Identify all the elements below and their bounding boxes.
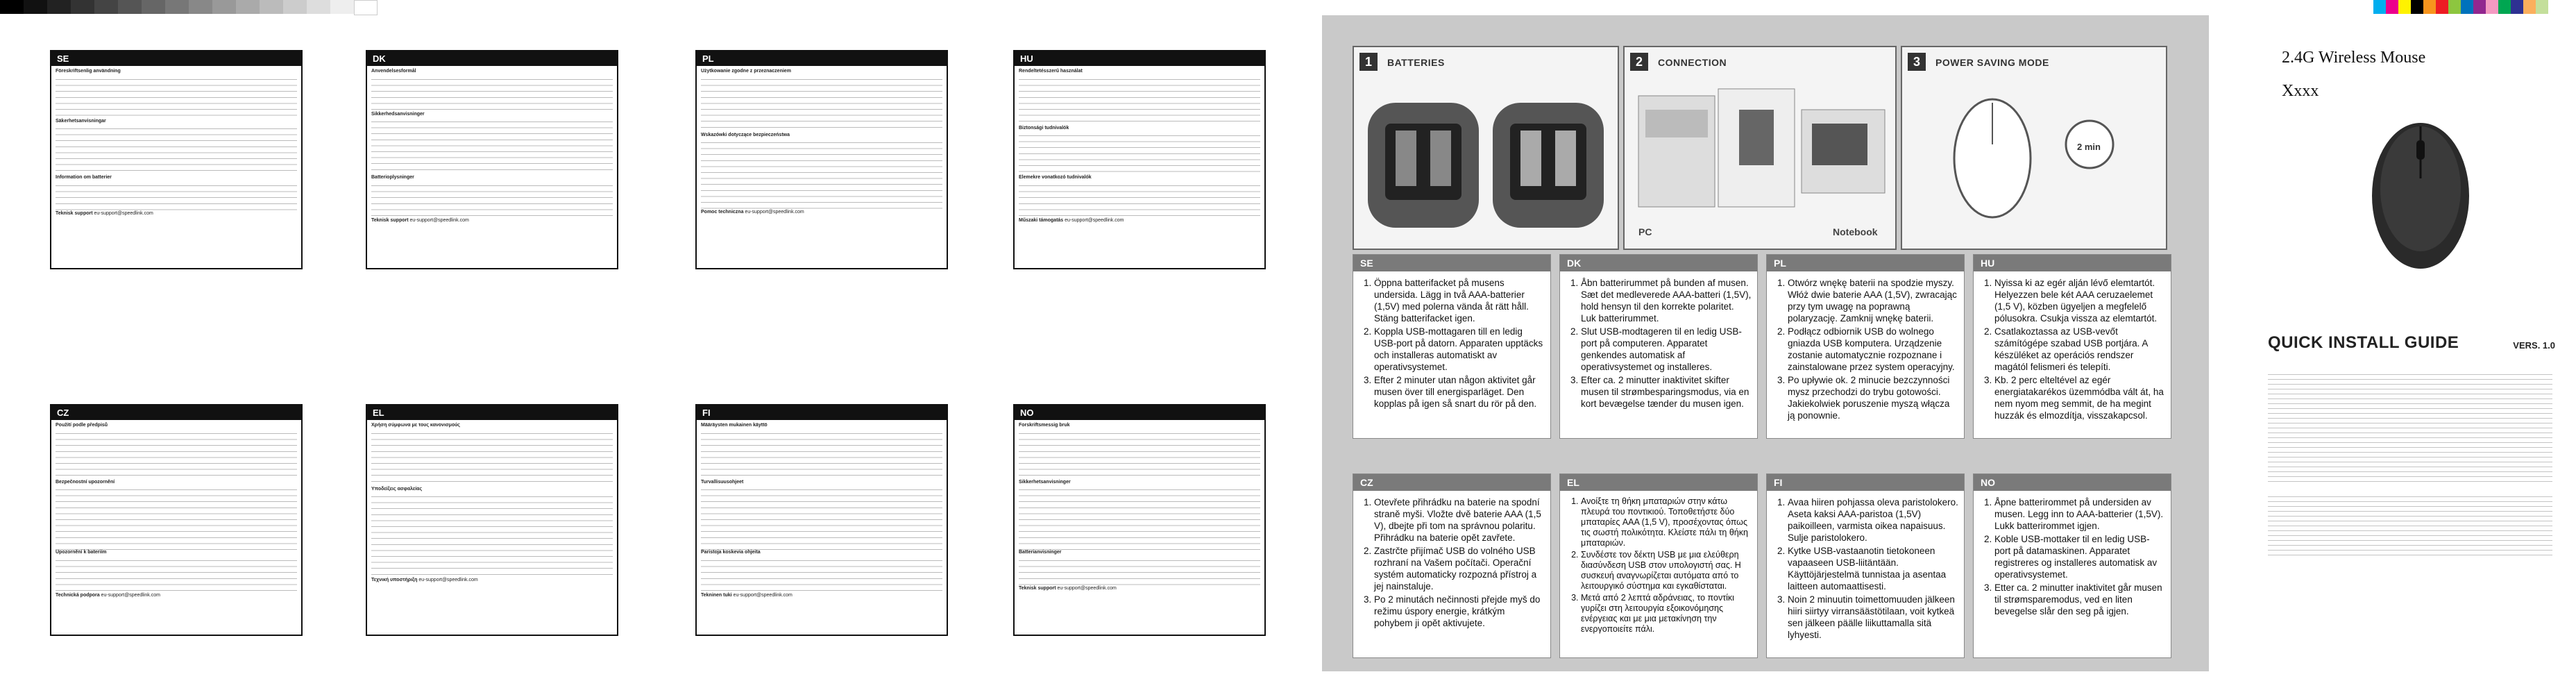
section-language-code: FI — [697, 405, 947, 420]
step-item: 1. Åpne batterirommet på undersiden av musen. Legg inn to AAA-batterier (1,5V). Lukk batterirommet igjen. — [1994, 496, 2165, 532]
instructions-panel — [1322, 15, 2209, 671]
guide-title: QUICK INSTALL GUIDE — [2268, 333, 2459, 352]
step-item: 3. Etter ca. 2 minutter inaktivitet går musen til strømsparemodus, ved en liten bevegelse slår den seg på igjen. — [1994, 582, 2165, 617]
support-email: eu-support@speedlink.com — [733, 592, 793, 598]
step-item: 1. Öppna batterifacket på musens undersida. Lägg in två AAA-batterier (1,5V) med polerna vända åt rätt håll. Stäng batterifacket igen. — [1374, 277, 1545, 324]
section-heading: Sikkerhetsanvisninger — [1019, 479, 1071, 485]
picture-number: 1 — [1359, 53, 1378, 71]
steps-box-fi — [1766, 473, 1965, 658]
section-heading: Technická podpora — [56, 592, 100, 598]
section-language-code: HU — [1015, 51, 1264, 66]
steps-box-no — [1973, 473, 2171, 658]
support-email: eu-support@speedlink.com — [418, 578, 478, 583]
picture-title: CONNECTION — [1658, 57, 1727, 68]
model-number: Xxxx — [2282, 82, 2319, 100]
section-heading: Műszaki támogatás — [1019, 217, 1064, 223]
support-email: eu-support@speedlink.com — [409, 217, 469, 223]
step-item: 1. Avaa hiiren pohjassa oleva paristolokero. Aseta kaksi AAA-paristoa (1,5V) paikoilleen, varmista oikea napaisuus. Sulje paristolokero. — [1788, 496, 1958, 544]
steps-language-code: SE — [1353, 255, 1550, 271]
mouse-illustration — [1902, 82, 2163, 235]
steps-list — [1994, 496, 2165, 617]
section-language-code: EL — [367, 405, 617, 420]
guide-cover — [2268, 15, 2576, 671]
picture-batteries — [1353, 46, 1619, 250]
steps-list — [1581, 496, 1752, 635]
steps-language-code: FI — [1767, 474, 1964, 491]
section-language-code: PL — [697, 51, 947, 66]
picture-number: 2 — [1630, 53, 1648, 71]
gray-calibration-bar — [0, 0, 378, 15]
steps-list — [1788, 496, 1958, 641]
support-email: eu-support@speedlink.com — [94, 210, 153, 216]
steps-box-el — [1559, 473, 1758, 658]
notebook-label: Notebook — [1833, 226, 1878, 237]
step-item: 2. Slut USB-modtageren til en ledig USB-port på computeren. Apparatet genkendes automatisk af operativsystemet og installeres. — [1581, 326, 1752, 373]
product-name: 2.4G Wireless Mouse — [2282, 49, 2426, 67]
support-email: eu-support@speedlink.com — [745, 210, 804, 215]
section-heading: Bezpečnostní upozornění — [56, 479, 115, 485]
section-heading: Batterianvisninger — [1019, 550, 1062, 555]
section-heading: Paristoja koskevia ohjeita — [701, 550, 761, 555]
section-heading: Χρήση σύμφωνα με τους κανονισμούς — [371, 423, 460, 428]
section-heading: Määräysten mukainen käyttö — [701, 423, 768, 428]
picture-power-saving — [1901, 46, 2167, 250]
manual-section-se — [50, 50, 303, 269]
picture-connection — [1623, 46, 1897, 250]
step-item: 3. Po upływie ok. 2 minucie bezczynności mysz przechodzi do trybu gotowości. Jakiekolwiek poruszenie myszą włącza ją ponownie. — [1788, 374, 1958, 421]
section-heading: Information om batterier — [56, 175, 112, 181]
step-item: 2. Csatlakoztassa az USB-vevőt számítógépe szabad USB portjára. A készüléket az operációs rendszer magától felismeri és telepíti. — [1994, 326, 2165, 373]
step-item: 2. Zastrčte přijímač USB do volného USB rozhraní na Vašem počítači. Operační systém automaticky rozpozná přístroj a jej nainstaluje. — [1374, 545, 1545, 592]
support-email: eu-support@speedlink.com — [101, 592, 160, 598]
step-item: 1. Otevřete přihrádku na baterie na spodní straně myši. Vložte dvě baterie AAA (1,5 V), dbejte při tom na správnou polaritu. Přihrádku na baterie opět zavřete. — [1374, 496, 1545, 544]
manual-section-no — [1013, 404, 1266, 636]
manual-section-fi — [695, 404, 948, 636]
step-item: 1. Nyissa ki az egér alján lévő elemtartót. Helyezzen bele két AAA ceruzaelemet (1,5 V), közben ügyeljen a megfelelő pólusokra. Csukja vissza az elemtartót. — [1994, 277, 2165, 324]
step-item: 2. Συνδέστε τον δέκτη USB με μια ελεύθερη διασύνδεση USB στον υπολογιστή σας. Η συσκευή αναγνωρίζεται αυτόματα από το λειτουργικό σύστημα και εγκαθίσταται. — [1581, 550, 1752, 591]
steps-box-cz — [1353, 473, 1551, 658]
section-heading: Teknisk support — [371, 217, 409, 223]
picture-title: POWER SAVING MODE — [1935, 57, 2049, 68]
steps-language-code: HU — [1974, 255, 2171, 271]
section-heading: Sikkerhedsanvisninger — [371, 111, 425, 117]
steps-list — [1581, 277, 1752, 410]
section-heading: Teknisk support — [1019, 585, 1056, 591]
timer-label: 2 min — [2077, 142, 2101, 152]
step-item: 2. Koble USB-mottaker til en ledig USB-port på datamaskinen. Apparatet registreres og installeres automatisk av operativsystemet. — [1994, 533, 2165, 580]
steps-box-se — [1353, 254, 1551, 439]
step-item: 2. Kytke USB-vastaanotin tietokoneen vapaaseen USB-liitäntään. Käyttöjärjestelmä tunnistaa ja asentaa laitteen automaattisesti. — [1788, 545, 1958, 592]
step-item: 2. Koppla USB-mottagaren till en ledig USB-port på datorn. Apparaten upptäcks och installeras automatiskt av operativsystemet. — [1374, 326, 1545, 373]
steps-language-code: CZ — [1353, 474, 1550, 491]
section-heading: Rendeltetésszerű használat — [1019, 69, 1083, 74]
step-item: 3. Po 2 minutách nečinnosti přejde myš do režimu úspory energie, krátkým pohybem ji opět aktivujete. — [1374, 594, 1545, 629]
section-heading: Υποδείξεις ασφαλείας — [371, 486, 423, 492]
picture-number: 3 — [1908, 53, 1926, 71]
step-item: 3. Kb. 2 perc elteltével az egér energiatakarékos üzemmódba vált át, ha nem nyom meg semmit, de ha megint huzzák és elmozdítja, visszakapcsol. — [1994, 374, 2165, 421]
section-heading: Säkerhetsanvisningar — [56, 118, 106, 124]
steps-box-dk — [1559, 254, 1758, 439]
steps-list — [1374, 277, 1545, 410]
step-item: 1. Åbn batterirummet på bunden af musen. Sæt det medleverede AAA-batteri (1,5V), hold hensyn til den korrekte polaritet. Luk batterirummet. — [1581, 277, 1752, 324]
guide-version: VERS. 1.0 — [2513, 340, 2555, 351]
picture-title: BATTERIES — [1387, 57, 1445, 68]
connection-illustration — [1625, 82, 1892, 221]
section-heading: Τεχνική υποστήριξη — [371, 578, 418, 583]
support-email: eu-support@speedlink.com — [1057, 585, 1117, 591]
battery-illustration — [1354, 82, 1615, 242]
manual-section-hu — [1013, 50, 1266, 269]
steps-language-code: PL — [1767, 255, 1964, 271]
section-heading: Föreskriftsenlig användning — [56, 69, 121, 74]
manual-section-dk — [366, 50, 618, 269]
manual-section-pl — [695, 50, 948, 269]
section-heading: Upozornění k bateriím — [56, 550, 107, 555]
section-heading: Biztonsági tudnivalók — [1019, 125, 1069, 131]
section-heading: Użytkowanie zgodne z przeznaczeniem — [701, 69, 791, 74]
steps-box-hu — [1973, 254, 2171, 439]
section-language-code: SE — [51, 51, 301, 66]
section-heading: Tekninen tuki — [701, 592, 732, 598]
section-language-code: DK — [367, 51, 617, 66]
step-item: 1. Ανοίξτε τη θήκη μπαταριών στην κάτω πλευρά του ποντικιού. Τοποθετήστε δύο μπαταρίες AAA (1,5 V), προσέχοντας όπως τις σωστή πολικότητα. Κλείστε πάλι τη θήκη μπαταριών. — [1581, 496, 1752, 548]
cover-fine-print — [2268, 372, 2552, 483]
manual-section-el — [366, 404, 618, 636]
section-heading: Wskazówki dotyczące bezpieczeństwa — [701, 132, 790, 137]
step-item: 3. Efter ca. 2 minutter inaktivitet skifter musen til strømbesparingsmodus, via en kort bevægelse tænder du musen igen. — [1581, 374, 1752, 410]
section-heading: Pomoc techniczna — [701, 210, 744, 215]
steps-list — [1994, 277, 2165, 421]
step-item: 1. Otwórz wnękę baterii na spodzie myszy. Włóż dwie baterie AAA (1,5V), zwracając przy tym uwagę na poprawną polaryzację. Zamknij wnękę baterii. — [1788, 277, 1958, 324]
steps-list — [1374, 496, 1545, 629]
step-item: 3. Efter 2 minuter utan någon aktivitet går musen över till energisparläget. Den kopplas på igen så snart du rör på den. — [1374, 374, 1545, 410]
steps-language-code: EL — [1560, 474, 1757, 491]
step-item: 3. Μετά από 2 λεπτά αδράνειας, το ποντίκι γυρίζει στη λειτουργία εξοικονόμησης ενέργειας και με μια μετακίνηση την ενεργοποιείτε πάλι. — [1581, 593, 1752, 635]
section-language-code: CZ — [51, 405, 301, 420]
cover-fine-print-2 — [2268, 494, 2552, 557]
section-heading: Batterioplysninger — [371, 175, 414, 181]
section-language-code: NO — [1015, 405, 1264, 420]
manual-section-cz — [50, 404, 303, 636]
section-heading: Anvendelsesformål — [371, 69, 416, 74]
section-heading: Forskriftsmessig bruk — [1019, 423, 1070, 428]
mouse-product-image — [2351, 112, 2490, 279]
steps-box-pl — [1766, 254, 1965, 439]
section-heading: Turvallisuusohjeet — [701, 479, 744, 485]
section-heading: Použití podle předpisů — [56, 423, 108, 428]
section-heading: Elemekre vonatkozó tudnivalók — [1019, 175, 1092, 181]
step-item: 2. Podłącz odbiornik USB do wolnego gniazda USB komputera. Urządzenie zostanie automatycznie rozpoznane i zainstalowane przez system operacyjny. — [1788, 326, 1958, 373]
pc-label: PC — [1638, 226, 1652, 237]
color-calibration-bar — [2373, 0, 2548, 14]
steps-language-code: DK — [1560, 255, 1757, 271]
section-heading: Teknisk support — [56, 210, 93, 216]
steps-language-code: NO — [1974, 474, 2171, 491]
support-email: eu-support@speedlink.com — [1065, 217, 1124, 223]
step-item: 3. Noin 2 minuutin toimettomuuden jälkeen hiiri siirtyy virransäästötilaan, voit kytkeä sen jälkeen päälle liikuttamalla sitä lyhyesti. — [1788, 594, 1958, 641]
steps-list — [1788, 277, 1958, 421]
